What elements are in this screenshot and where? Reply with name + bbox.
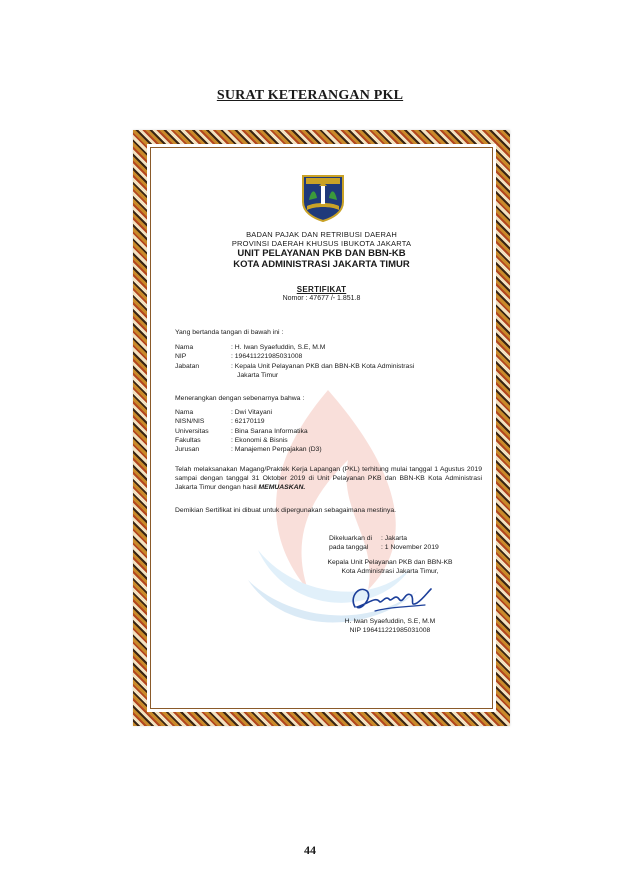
issue-label: Dikeluarkan di [329, 535, 373, 542]
statement-paragraph [175, 465, 482, 493]
signer-identity [298, 617, 482, 635]
certificate [133, 130, 510, 726]
detail-row [175, 417, 482, 426]
signer-details [175, 343, 482, 380]
detail-row [175, 445, 482, 454]
signer-title-line-1: Kepala Unit Pelayanan PKB dan BBN-KB [327, 559, 453, 566]
signer-nip: NIP 196411221985031008 [349, 627, 431, 635]
detail-label: Nama [175, 409, 194, 417]
agency-header [163, 230, 480, 271]
detail-label: NISN/NIS [175, 418, 205, 426]
statement-text: Telah melaksanakan Magang/Praktek Kerja Lapangan (PKL) terhitung mulai tanggal 1 Agustus 2019 sampai dengan tanggal 31 Oktober 2019 di Unit Pelayanan PKB dan BBN-KB Kota Administrasi Jakarta Timur dengan hasil [175, 466, 482, 492]
result-text: MEMUASKAN. [258, 484, 306, 492]
page-number: 44 [304, 843, 316, 857]
detail-row [175, 408, 482, 417]
signer-title-line-2: Kota Administrasi Jakarta Timur, [341, 568, 439, 576]
detail-value: Jakarta Timur [237, 371, 279, 379]
detail-row [175, 352, 482, 361]
issue-row [329, 543, 439, 552]
certificate-title: SERTIFIKAT [296, 285, 347, 294]
detail-value: : 196411221985031008 [231, 353, 303, 361]
closing-text: Demikian Sertifikat ini dibuat untuk dipergunakan sebagaimana mestinya. [175, 507, 397, 514]
detail-label: Jurusan [175, 445, 200, 453]
detail-row [175, 362, 482, 371]
issue-label: pada tanggal [329, 544, 369, 552]
detail-row [175, 427, 482, 436]
signer-intro: Yang bertanda tangan di bawah ini : [175, 329, 284, 336]
detail-row [175, 343, 482, 352]
detail-value: : Manajemen Perpajakan (D3) [231, 445, 322, 453]
detail-label: Universitas [175, 427, 209, 435]
detail-row [175, 371, 482, 380]
issue-details [329, 534, 439, 552]
issue-value: : Jakarta [381, 535, 408, 542]
detail-label: Nama [175, 344, 194, 352]
detail-value: : Ekonomi & Bisnis [231, 436, 288, 444]
issue-value: : 1 November 2019 [381, 544, 439, 552]
signer-section [175, 328, 482, 380]
student-intro: Menerangkan dengan sebenarnya bahwa : [175, 395, 305, 402]
unit-line-2: KOTA ADMINISTRASI JAKARTA TIMUR [233, 259, 410, 271]
student-section [175, 394, 482, 454]
unit-line-1: UNIT PELAYANAN PKB DAN BBN-KB [237, 248, 406, 259]
student-details [175, 408, 482, 454]
certificate-number: Nomor : 47677 /- 1.851.8 [282, 295, 361, 302]
jakarta-emblem-icon [301, 172, 345, 222]
detail-label: Jabatan [175, 362, 200, 370]
detail-value: : 62170119 [231, 418, 265, 426]
signer-name: H. Iwan Syaefuddin, S.E, M.M [344, 618, 436, 625]
page-title: SURAT KETERANGAN PKL [216, 88, 404, 103]
detail-label: NIP [175, 353, 187, 361]
detail-value: : H. Iwan Syaefuddin, S.E, M.M [231, 344, 326, 352]
detail-value: : Dwi Vitayani [231, 409, 273, 417]
issue-row [329, 534, 439, 543]
detail-value: : Kepala Unit Pelayanan PKB dan BBN-KB Kota Administrasi [231, 362, 415, 370]
detail-label: Fakultas [175, 436, 201, 444]
agency-line-2: PROVINSI DAERAH KHUSUS IBUKOTA JAKARTA [231, 239, 412, 248]
agency-line-1: BADAN PAJAK DAN RETRIBUSI DAERAH [246, 230, 397, 239]
handwritten-signature-icon [345, 577, 435, 617]
detail-value: : Bina Sarana Informatika [231, 427, 308, 435]
signer-title [298, 558, 482, 576]
detail-row [175, 436, 482, 445]
